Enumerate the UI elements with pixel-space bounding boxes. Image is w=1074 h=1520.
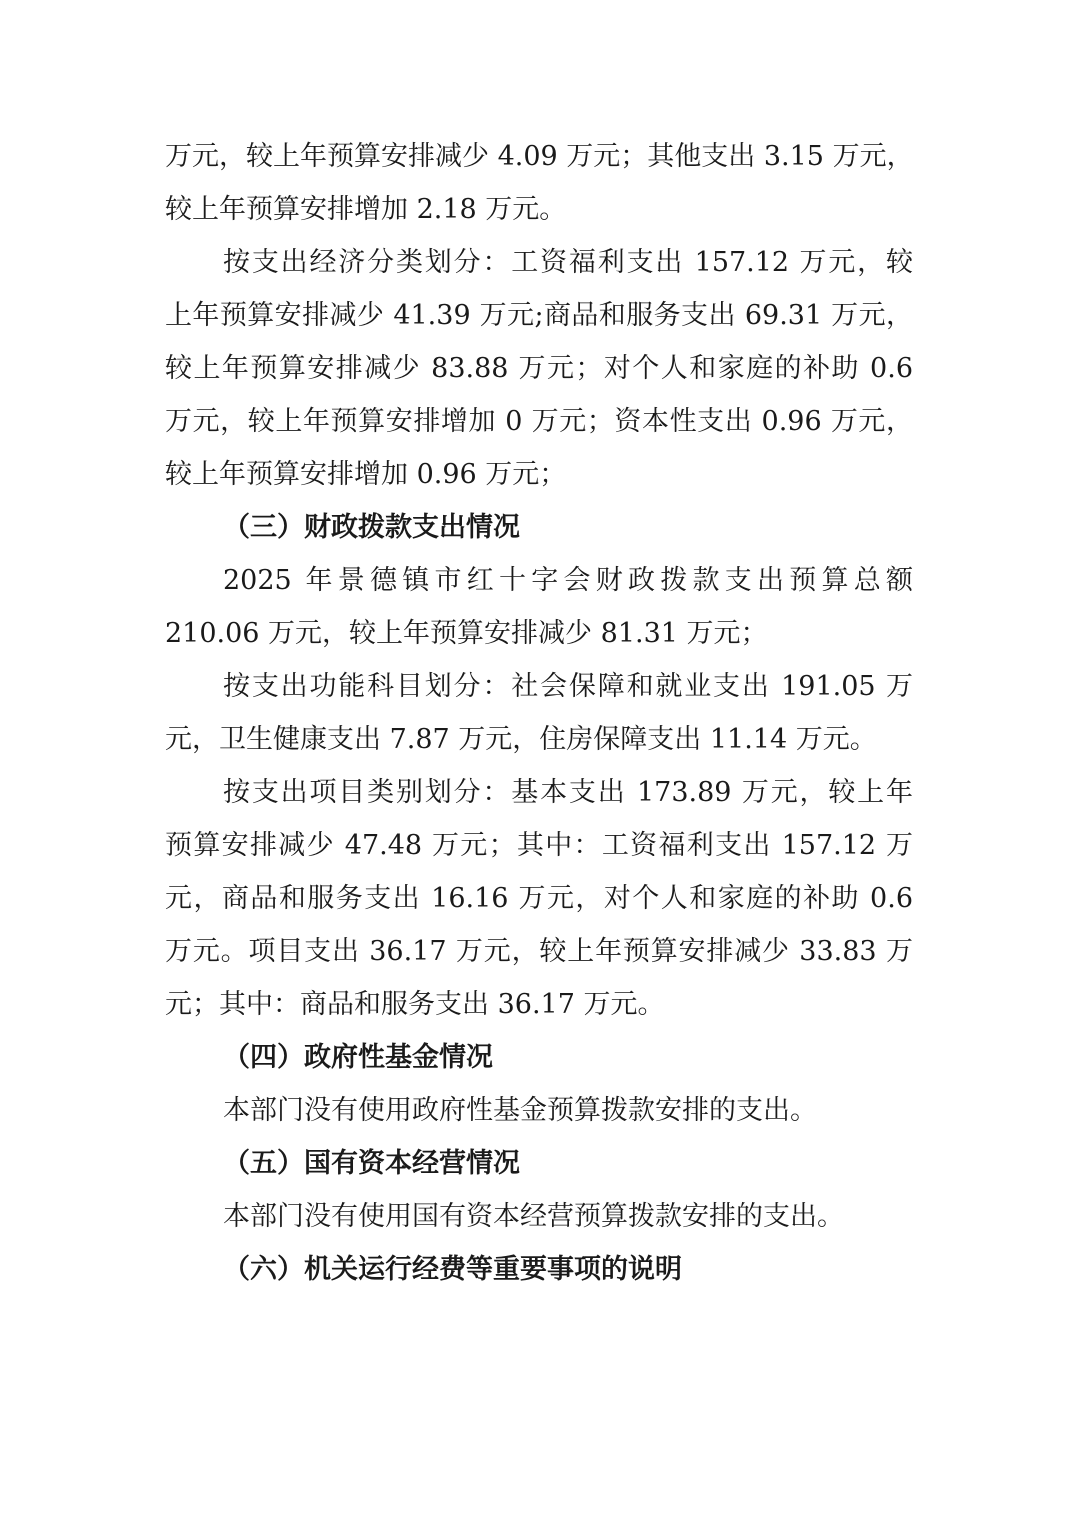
section-heading: （三）财政拨款支出情况 bbox=[223, 512, 520, 543]
section-heading: （五）国有资本经营情况 bbox=[223, 1148, 520, 1179]
body-line: 元；其中：商品和服务支出 36.17 万元。 bbox=[165, 989, 665, 1020]
body-line: 按支出功能科目划分：社会保障和就业支出 191.05 万 bbox=[223, 671, 913, 702]
body-line: 元，卫生健康支出 7.87 万元，住房保障支出 11.14 万元。 bbox=[165, 724, 877, 755]
body-line: 上年预算安排减少 41.39 万元;商品和服务支出 69.31 万元， bbox=[165, 300, 913, 331]
body-line: 较上年预算安排增加 0.96 万元； bbox=[165, 459, 567, 490]
body-line: 本部门没有使用国有资本经营预算拨款安排的支出。 bbox=[223, 1201, 844, 1232]
body-line: 万元，较上年预算安排减少 4.09 万元；其他支出 3.15 万元， bbox=[165, 141, 914, 172]
document-page bbox=[165, 130, 913, 1296]
body-line: 预算安排减少 47.48 万元；其中：工资福利支出 157.12 万 bbox=[165, 830, 913, 861]
body-line: 按支出经济分类划分：工资福利支出 157.12 万元，较 bbox=[223, 247, 913, 278]
section-heading: （四）政府性基金情况 bbox=[223, 1042, 493, 1073]
body-line: 210.06 万元，较上年预算安排减少 81.31 万元； bbox=[165, 618, 768, 649]
body-line: 元，商品和服务支出 16.16 万元，对个人和家庭的补助 0.6 bbox=[165, 883, 913, 914]
body-line: 万元，较上年预算安排增加 0 万元；资本性支出 0.96 万元， bbox=[165, 406, 913, 437]
body-line: 较上年预算安排减少 83.88 万元；对个人和家庭的补助 0.6 bbox=[165, 353, 913, 384]
body-line: 按支出项目类别划分：基本支出 173.89 万元，较上年 bbox=[223, 777, 913, 808]
body-line: 万元。项目支出 36.17 万元，较上年预算安排减少 33.83 万 bbox=[165, 936, 913, 967]
body-line: 本部门没有使用政府性基金预算拨款安排的支出。 bbox=[223, 1095, 817, 1126]
section-heading: （六）机关运行经费等重要事项的说明 bbox=[223, 1254, 682, 1285]
body-line: 2025 年景德镇市红十字会财政拨款支出预算总额 bbox=[223, 565, 913, 596]
body-line: 较上年预算安排增加 2.18 万元。 bbox=[165, 194, 567, 225]
